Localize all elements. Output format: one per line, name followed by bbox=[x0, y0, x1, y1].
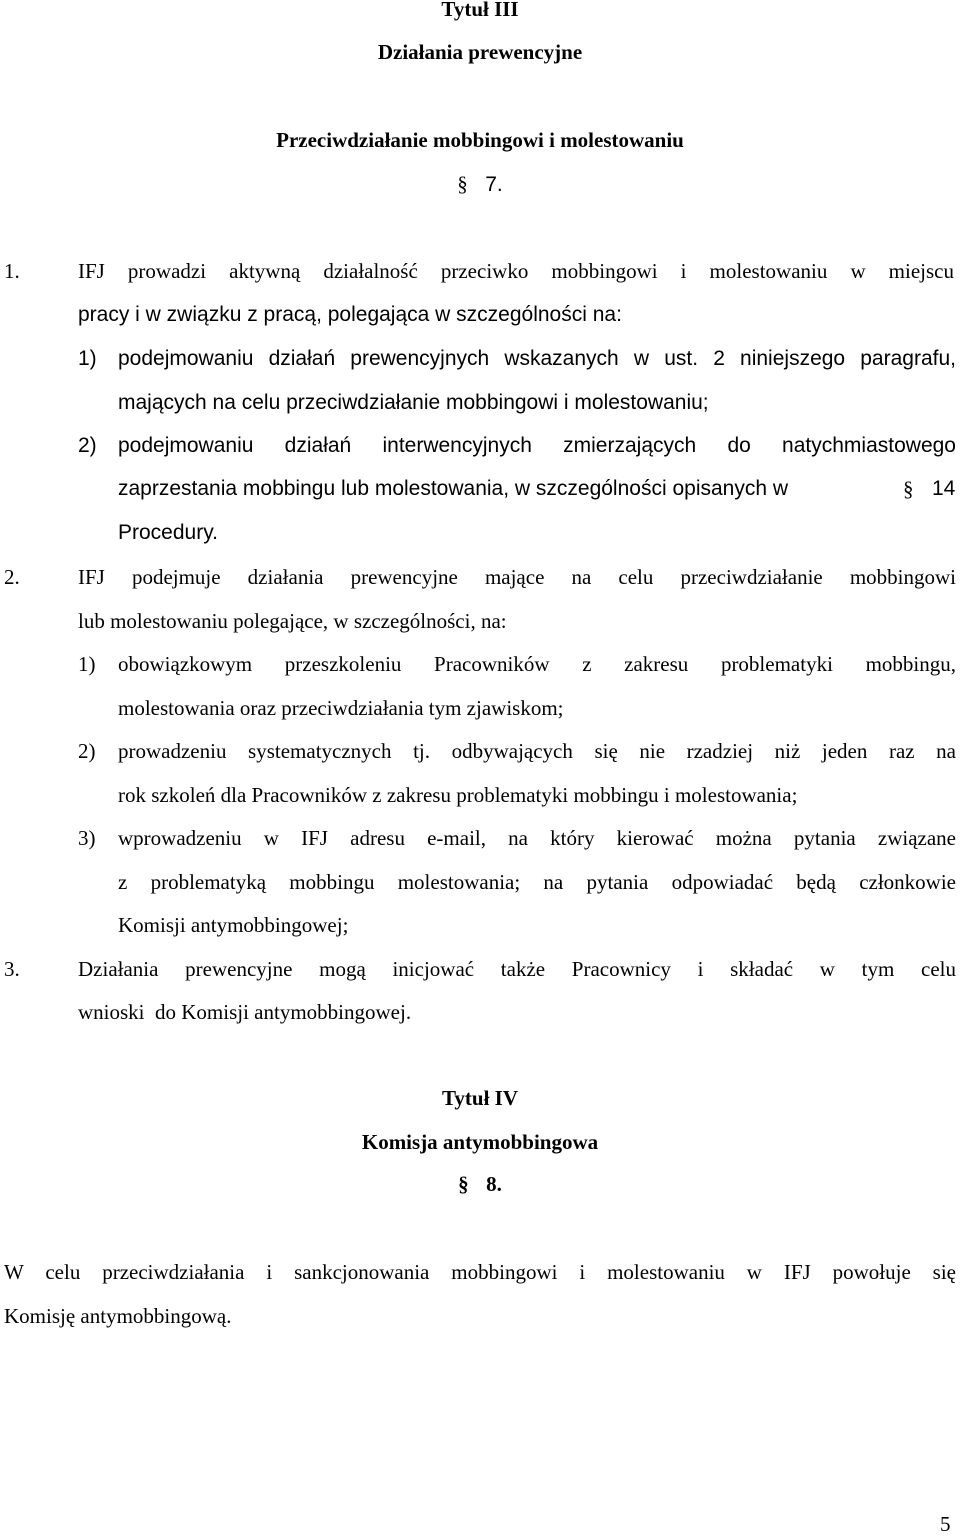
list-item-text: prowadzeniu systematycznych tj. odbywających się nie rzadziej niż jeden raz na bbox=[118, 739, 956, 763]
section-number: 8. bbox=[486, 1172, 502, 1196]
section-sign-icon: § bbox=[457, 172, 468, 196]
list-item-text: wprowadzeniu w IFJ adresu e-mail, na który kierować można pytania związane bbox=[118, 826, 956, 850]
paragraph-text: IFJ prowadzi aktywną działalność przeciwko mobbingowi i molestowaniu w miejscu bbox=[78, 259, 954, 283]
section-sign-icon: § bbox=[458, 1172, 469, 1196]
paragraph-text: W celu przeciwdziałania i sankcjonowania mobbingowi i molestowaniu w IFJ powołuje się bbox=[4, 1260, 956, 1284]
title-subheading: Działania prewencyjne bbox=[377, 40, 583, 64]
title-subheading: Komisja antymobbingowa bbox=[361, 1130, 599, 1154]
paragraph-text: wnioski do Komisji antymobbingowej. bbox=[78, 1000, 412, 1024]
paragraph-text: pracy i w związku z pracą, polegająca w szczególności na: bbox=[78, 303, 622, 326]
title-heading: Tytuł III bbox=[441, 0, 519, 21]
section-title: Przeciwdziałanie mobbingowi i molestowaniu bbox=[276, 128, 684, 152]
list-item-text: obowiązkowym przeszkoleniu Pracowników z zakresu problematyki mobbingu, bbox=[118, 652, 956, 676]
paragraph-number: 3. bbox=[4, 957, 20, 981]
list-item-text: z problematyką mobbingu molestowania; na pytania odpowiadać będą członkowie bbox=[118, 870, 956, 894]
list-item-number: 2) bbox=[78, 434, 97, 457]
section-heading bbox=[0, 172, 960, 197]
list-item-number: 3) bbox=[78, 826, 96, 850]
paragraph-text: Działania prewencyjne mogą inicjować także Pracownicy i składać w tym celu bbox=[78, 957, 956, 981]
page-number: 5 bbox=[940, 1512, 951, 1536]
paragraph-text: lub molestowaniu polegające, w szczególności, na: bbox=[78, 609, 507, 633]
list-item-text: Komisji antymobbingowej; bbox=[118, 913, 349, 937]
list-item-text: 14 bbox=[932, 477, 956, 500]
list-item-number: 1) bbox=[78, 347, 97, 370]
section-number: 7. bbox=[485, 173, 503, 196]
paragraph-text: IFJ podejmuje działania prewencyjne mające na celu przeciwdziałanie mobbingowi bbox=[78, 565, 956, 589]
list-item-text: Procedury. bbox=[118, 521, 218, 544]
list-item-text: podejmowaniu działań interwencyjnych zmierzających do natychmiastowego bbox=[118, 434, 956, 457]
list-item-number: 2) bbox=[78, 739, 96, 763]
section-sign-icon: § bbox=[903, 477, 914, 501]
list-item-text: rok szkoleń dla Pracowników z zakresu problematyki mobbingu i molestowania; bbox=[118, 783, 798, 807]
list-item-text: zaprzestania mobbingu lub molestowania, w szczególności opisanych w bbox=[118, 477, 789, 500]
list-item-text: podejmowaniu działań prewencyjnych wskazanych w ust. 2 niniejszego paragrafu, bbox=[118, 347, 956, 370]
section-heading bbox=[0, 1172, 960, 1196]
list-item-number: 1) bbox=[78, 652, 96, 676]
title-heading: Tytuł IV bbox=[441, 1086, 519, 1110]
list-item-text: mających na celu przeciwdziałanie mobbingowi i molestowaniu; bbox=[118, 391, 709, 414]
list-item-text: molestowania oraz przeciwdziałania tym zjawiskom; bbox=[118, 696, 564, 720]
paragraph-number: 1. bbox=[4, 259, 20, 283]
paragraph-number: 2. bbox=[4, 565, 20, 589]
paragraph-text: Komisję antymobbingową. bbox=[4, 1304, 232, 1328]
